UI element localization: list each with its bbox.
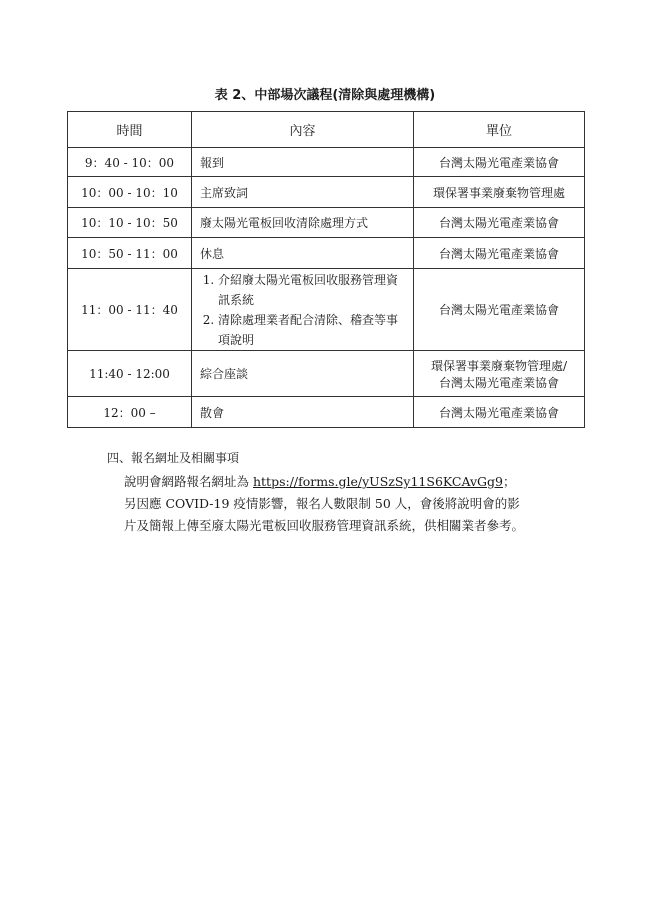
row-unit: 台灣太陽光電產業協會 [414, 269, 585, 351]
row-content: 綜合座談 [192, 351, 414, 397]
row-content: 廢太陽光電板回收清除處理方式 [192, 208, 414, 238]
row-time: 9：40 - 10：00 [68, 148, 192, 177]
row-time: 10：50 - 11：00 [68, 238, 192, 269]
unit-line: 台灣太陽光電產業協會 [438, 375, 559, 390]
paragraph-text: 說明會網路報名網址為 [124, 474, 253, 489]
row-time: 11：00 - 11：40 [68, 269, 192, 351]
table-header-row [68, 112, 585, 148]
row-time: 11:40 - 12:00 [68, 351, 192, 397]
unit-line: 環保署事業廢棄物管理處/ [430, 358, 568, 373]
content-list-item: 1. 介紹廢太陽光電板回收服務管理資訊系統 [218, 270, 405, 310]
row-unit: 台灣太陽光電產業協會 [414, 208, 585, 238]
row-content: 休息 [192, 238, 414, 269]
row-time: 10：10 - 10：50 [68, 208, 192, 238]
paragraph-text: ；另因應 COVID-19 疫情影響，報名人數限制 50 人，會後將說明會的影片及簡報上傳至廢太陽光電板回收服務管理資訊系統，供相關業者參考。 [124, 474, 525, 533]
agenda-table [67, 111, 585, 428]
row-unit: 台灣太陽光電產業協會 [414, 397, 585, 428]
header-unit: 單位 [414, 112, 585, 148]
row-unit: 環保署事業廢棄物管理處 [414, 177, 585, 208]
registration-link[interactable]: https://forms.gle/yUSzSy11S6KCAvGg9 [252, 474, 503, 489]
registration-paragraph [124, 471, 524, 537]
table-row [68, 397, 585, 428]
row-content: 主席致詞 [192, 177, 414, 208]
row-content [192, 269, 414, 351]
row-content: 散會 [192, 397, 414, 428]
row-time: 12：00 – [68, 397, 192, 428]
row-unit [414, 351, 585, 397]
row-time: 10：00 - 10：10 [68, 177, 192, 208]
row-unit: 台灣太陽光電產業協會 [414, 238, 585, 269]
table-title: 表 2、中部場次議程(清除與處理機構) [214, 88, 436, 103]
content-list [200, 270, 405, 350]
table-row [68, 269, 585, 351]
row-unit: 台灣太陽光電產業協會 [414, 148, 585, 177]
row-content: 報到 [192, 148, 414, 177]
header-content: 內容 [192, 112, 414, 148]
table-row [68, 148, 585, 177]
table-row [68, 208, 585, 238]
section-heading: 四、報名網址及相關事項 [107, 451, 240, 465]
content-list-item: 2. 清除處理業者配合清除、稽查等事項說明 [218, 310, 405, 350]
table-row [68, 238, 585, 269]
header-time: 時間 [68, 112, 192, 148]
table-row [68, 177, 585, 208]
table-row [68, 351, 585, 397]
